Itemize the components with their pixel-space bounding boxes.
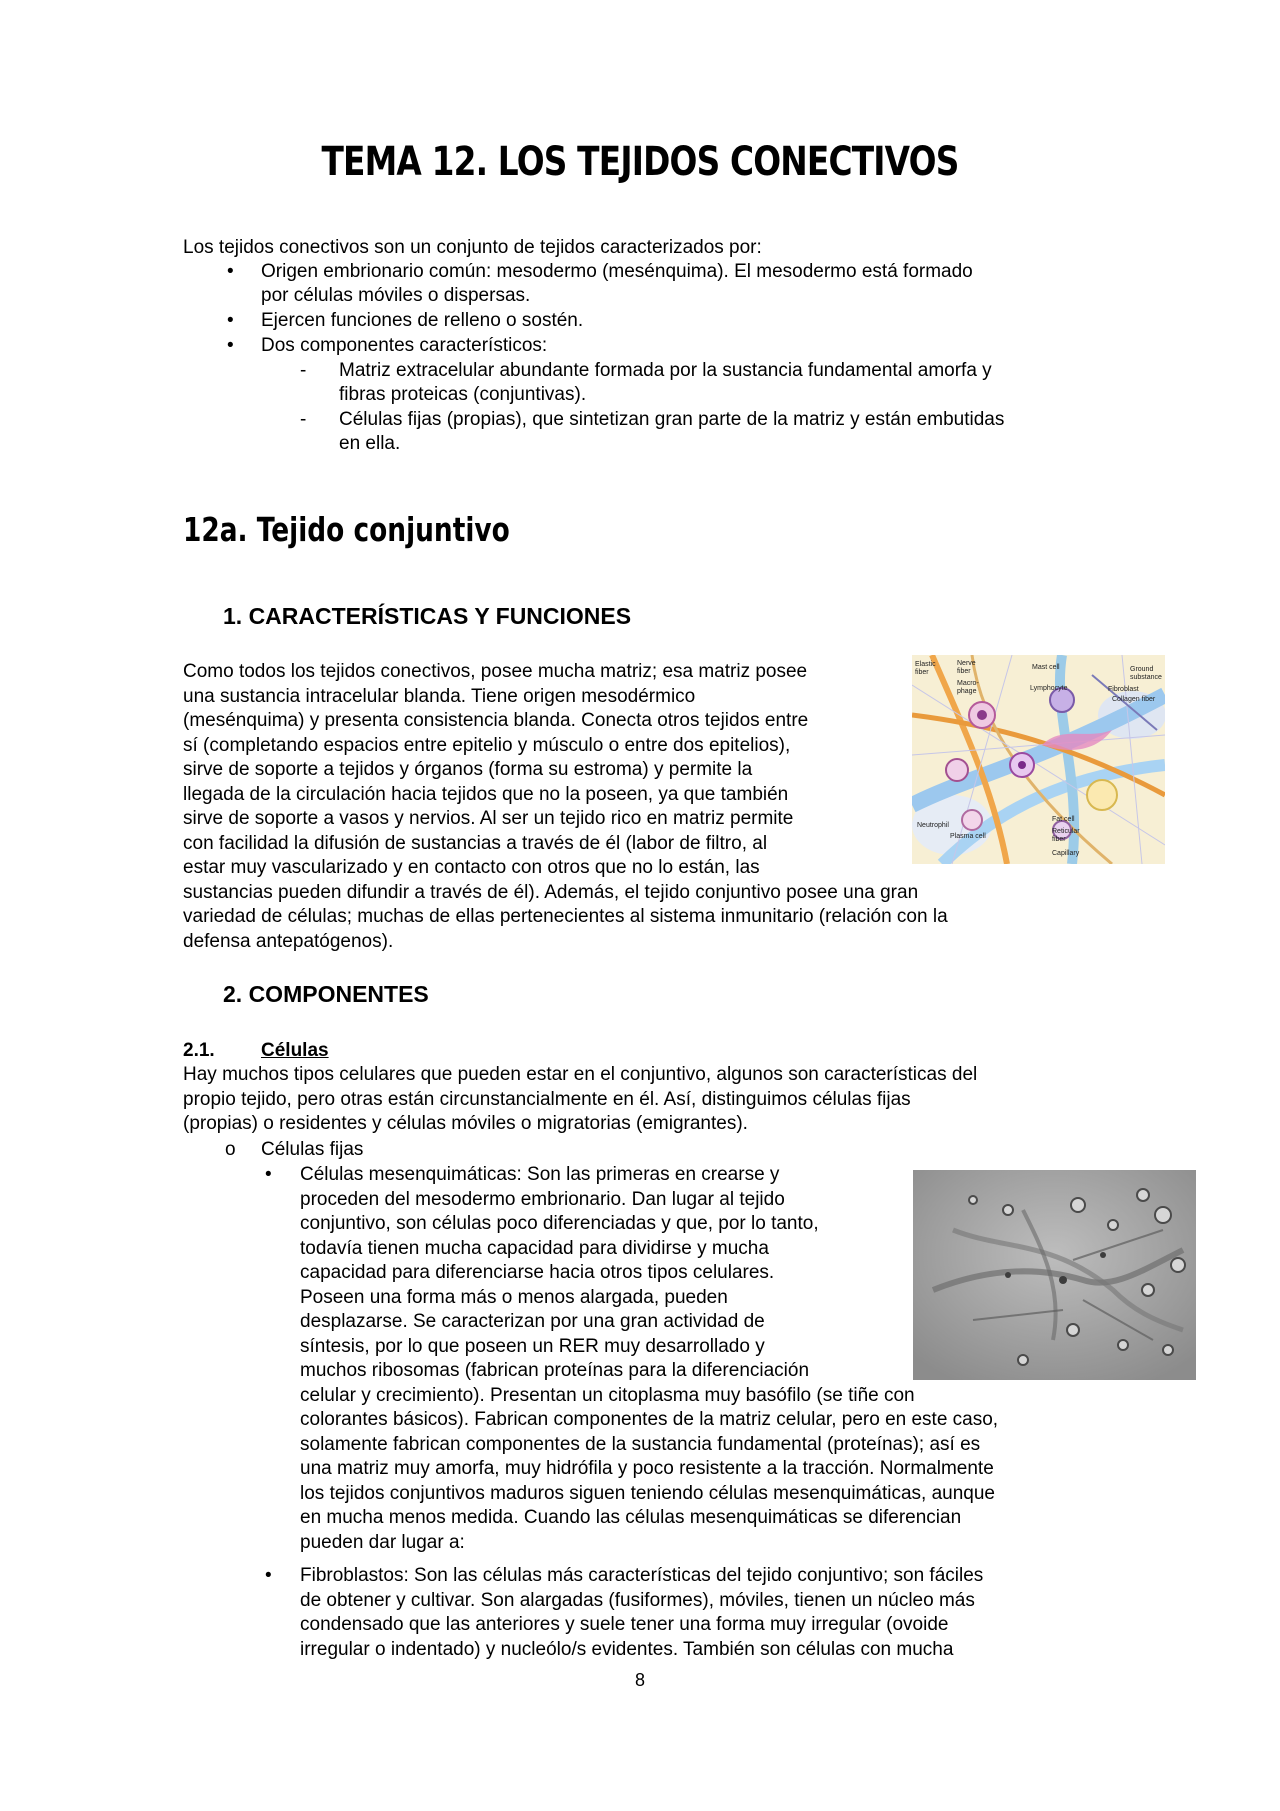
section-heading-12a: 12a. Tejido conjuntivo [183, 510, 510, 549]
para-line: capacidad para diferenciarse hacia otros tipos celulares. [300, 1262, 775, 1283]
fig-label: Elastic [915, 661, 936, 668]
para-line: sirve de soporte a tejidos y órganos (forma su estroma) y permite la [183, 759, 753, 780]
svg-text:Lymphocyte: Lymphocyte [1030, 685, 1068, 692]
bullet-dot: • [265, 1565, 272, 1586]
para-line: (propias) o residentes y células móviles o migratorias (emigrantes). [183, 1113, 748, 1134]
para-line: los tejidos conjuntivos maduros siguen teniendo células mesenquimáticas, aunque [300, 1482, 995, 1504]
para-line: colorantes básicos). Fabrican componentes de la matriz celular, pero en este caso, [300, 1409, 999, 1430]
bullet-dot: • [227, 310, 234, 331]
para-line: con facilidad la difusión de sustancias a través de él (labor de filtro, al [183, 832, 768, 854]
circle-item-celulas-fijas: Células fijas [261, 1139, 364, 1160]
svg-text:fiber: fiber [1052, 836, 1066, 843]
para-line: condensado que las anteriores y suele tener una forma muy irregular (ovoide [300, 1614, 949, 1635]
subsection-title: Células [261, 1040, 329, 1061]
dash-mark: - [300, 409, 307, 430]
dash-2-line-1: Células fijas (propias), que sintetizan gran parte de la matriz y están embutidas [339, 409, 1005, 430]
svg-text:Plasma cell: Plasma cell [950, 833, 986, 840]
bullet-3: Dos componentes característicos: [261, 335, 548, 356]
para-line: síntesis, por lo que poseen un RER muy desarrollado y [300, 1335, 765, 1357]
svg-text:Reticular: Reticular [1052, 828, 1080, 835]
para-line: variedad de células; muchas de ellas pertenecientes al sistema inmunitario (relación con la [183, 906, 948, 927]
svg-text:Fibroblast: Fibroblast [1108, 686, 1139, 693]
paragraph-celulas [183, 1063, 977, 1137]
svg-text:Macro-: Macro- [957, 680, 979, 687]
svg-text:fiber: fiber [957, 668, 971, 675]
para-line: Poseen una forma más o menos alargada, pueden [300, 1286, 728, 1308]
para-line: sirve de soporte a vasos y nervios. Al ser un tejido rico en matriz permite [183, 808, 794, 829]
para-line: una sustancia intracelular blanda. Tiene origen mesodérmico [183, 685, 696, 707]
para-line: todavía tienen mucha capacidad para dividirse y mucha [300, 1237, 769, 1259]
heading-caracteristicas: 1. CARACTERÍSTICAS Y FUNCIONES [223, 603, 632, 629]
para-line: llegada de la circulación hacia tejidos que no la poseen, ya que también [183, 783, 789, 805]
dash-mark: - [300, 360, 307, 381]
bullet-1-line-2: por células móviles o dispersas. [261, 285, 531, 306]
mesenchymal-cells-micrograph [913, 1170, 1196, 1380]
para-line: proceden del mesodermo embrionario. Dan lugar al tejido [300, 1188, 785, 1210]
para-line: defensa antepatógenos). [183, 930, 394, 952]
paragraph-fibroblastos [300, 1564, 983, 1662]
para-line: sí (completando espacios entre epitelio y músculo o entre dos epitelios), [183, 734, 791, 756]
dash-1-line-2: fibras proteicas (conjuntivas). [339, 384, 587, 405]
para-line: Células mesenquimáticas: Son las primeras en crearse y [300, 1164, 780, 1185]
bullet-2: Ejercen funciones de relleno o sostén. [261, 310, 584, 331]
para-line: sustancias pueden difundir a través de él). Además, el tejido conjuntivo posee una gran [183, 881, 919, 903]
bullet-1-line-1: Origen embrionario común: mesodermo (mesénquima). El mesodermo está formado [261, 261, 973, 282]
svg-text:Neutrophil: Neutrophil [917, 822, 949, 829]
svg-text:Collagen fiber: Collagen fiber [1112, 696, 1156, 703]
bullet-dot: • [227, 335, 234, 356]
svg-text:Ground: Ground [1130, 666, 1154, 673]
subsection-number: 2.1. [183, 1040, 215, 1061]
para-line: Fibroblastos: Son las células más características del tejido conjuntivo; son fáciles [300, 1565, 984, 1586]
bullet-dot: • [227, 261, 234, 282]
para-line: conjuntivo, son células poco diferenciadas y que, por lo tanto, [300, 1213, 819, 1234]
para-line: desplazarse. Se caracterizan por una gran actividad de [300, 1311, 765, 1332]
para-line: celular y crecimiento). Presentan un citoplasma muy basófilo (se tiñe con [300, 1384, 915, 1406]
dash-1-line-1: Matriz extracelular abundante formada por la sustancia fundamental amorfa y [339, 360, 992, 381]
page-number: 8 [634, 1670, 645, 1690]
para-line: de obtener y cultivar. Son alargadas (fusiformes), móviles, tienen un núcleo más [300, 1589, 975, 1611]
svg-text:Nerve: Nerve [957, 660, 976, 667]
para-line: una matriz muy amorfa, muy hidrófila y poco resistente a la tracción. Normalmente [300, 1458, 994, 1479]
para-line: solamente fabrican componentes de la sustancia fundamental (proteínas); así es [300, 1433, 981, 1455]
para-line: irregular o indentado) y nucleólo/s evidentes. También son células con mucha [300, 1638, 954, 1660]
bullet-dot: • [265, 1164, 272, 1185]
page-title: TEMA 12. LOS TEJIDOS CONECTIVOS [321, 139, 959, 185]
circle-bullet: o [225, 1139, 236, 1160]
svg-text:fiber: fiber [915, 669, 929, 676]
para-line: muchos ribosomas (fabrican proteínas para la diferenciación [300, 1360, 810, 1381]
para-line: pueden dar lugar a: [300, 1531, 465, 1553]
svg-text:phage: phage [957, 688, 977, 695]
para-line: estar muy vascularizado y en contacto con otros que no lo están, las [183, 857, 760, 878]
para-line: en mucha menos medida. Cuando las células mesenquimáticas se diferencian [300, 1507, 962, 1528]
dash-2-line-2: en ella. [339, 433, 401, 454]
para-line: Como todos los tejidos conectivos, posee mucha matriz; esa matriz posee [183, 661, 808, 682]
para-line: Hay muchos tipos celulares que pueden estar en el conjuntivo, algunos son características del [183, 1064, 978, 1085]
para-line: propio tejido, pero otras están circunstancialmente en él. Así, distinguimos células fijas [183, 1088, 911, 1110]
svg-text:Fat cell: Fat cell [1052, 816, 1075, 823]
heading-componentes: 2. COMPONENTES [223, 981, 429, 1007]
svg-text:Mast cell: Mast cell [1032, 664, 1060, 671]
svg-text:substance: substance [1130, 674, 1162, 681]
connective-tissue-illustration [912, 655, 1165, 864]
paragraph-mesenquimaticas [300, 1163, 998, 1555]
intro-text: Los tejidos conectivos son un conjunto de tejidos caracterizados por: [183, 237, 762, 258]
svg-text:Capillary: Capillary [1052, 850, 1080, 857]
para-line: (mesénquima) y presenta consistencia blanda. Conecta otros tejidos entre [183, 710, 809, 731]
